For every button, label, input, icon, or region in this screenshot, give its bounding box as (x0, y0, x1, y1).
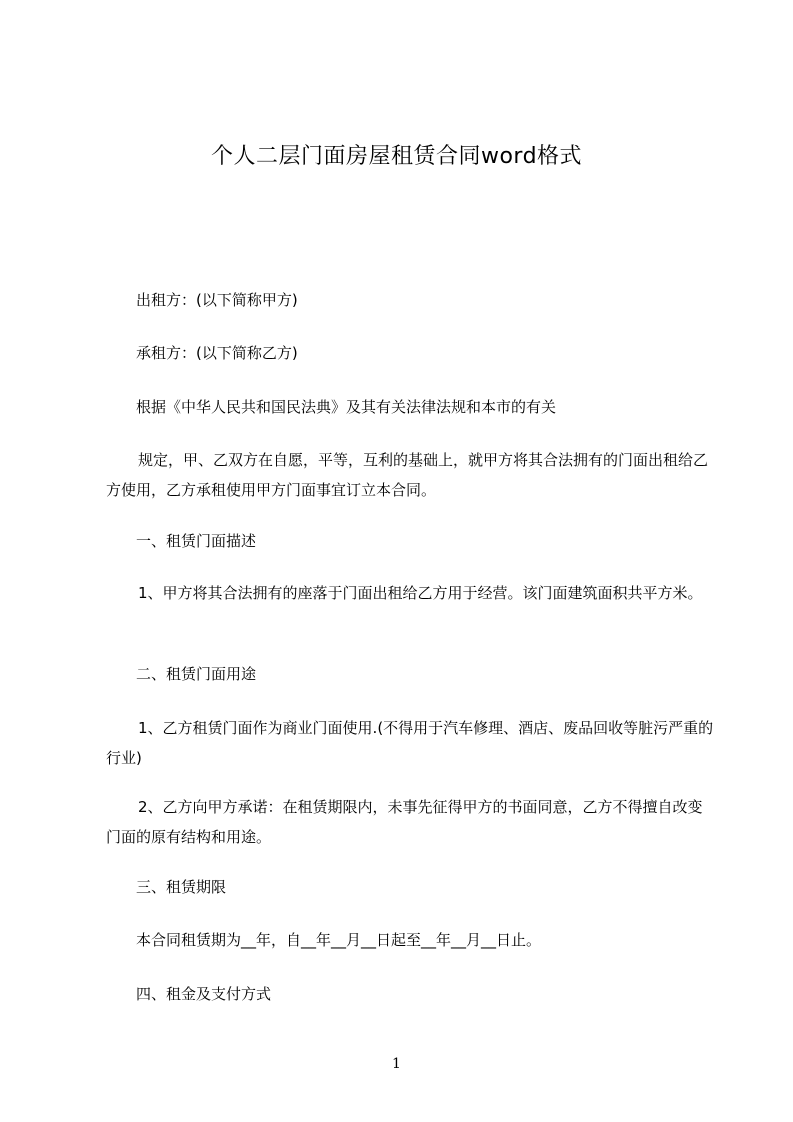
lease-term-line: 本合同租赁期为__年，自__年__月__日起至__年__月__日止。 (136, 931, 542, 949)
document-title: 个人二层门面房屋租赁合同word格式 (210, 144, 583, 169)
section-heading-usage: 二、租赁门面用途 (136, 665, 257, 683)
section-heading-description: 一、租赁门面描述 (136, 532, 257, 550)
section-heading-term: 三、租赁期限 (136, 878, 227, 896)
lessor-line: 出租方：(以下简称甲方) (136, 291, 298, 309)
clause-paragraph: 1、乙方租赁门面作为商业门面使用.(不得用于汽车修理、酒店、废品回收等脏污严重的行业) (106, 719, 714, 767)
agreement-paragraph: 规定，甲、乙双方在自愿，平等，互利的基础上，就甲方将其合法拥有的门面出租给乙方使用，乙方承租使用甲方门面事宜订立本合同。 (106, 451, 709, 499)
lessee-line: 承租方：(以下简称乙方) (136, 344, 298, 362)
legal-basis-line: 根据《中华人民共和国民法典》及其有关法律法规和本市的有关 (136, 398, 557, 416)
section-heading-rent: 四、租金及支付方式 (136, 985, 272, 1003)
clause-paragraph: 1、甲方将其合法拥有的座落于门面出租给乙方用于经营。该门面建筑面积共平方米。 (138, 584, 703, 602)
clause-paragraph: 2、乙方向甲方承诺：在租赁期限内，未事先征得甲方的书面同意，乙方不得擅自改变门面的原有结构和用途。 (106, 798, 703, 846)
page-number: 1 (392, 1056, 401, 1072)
